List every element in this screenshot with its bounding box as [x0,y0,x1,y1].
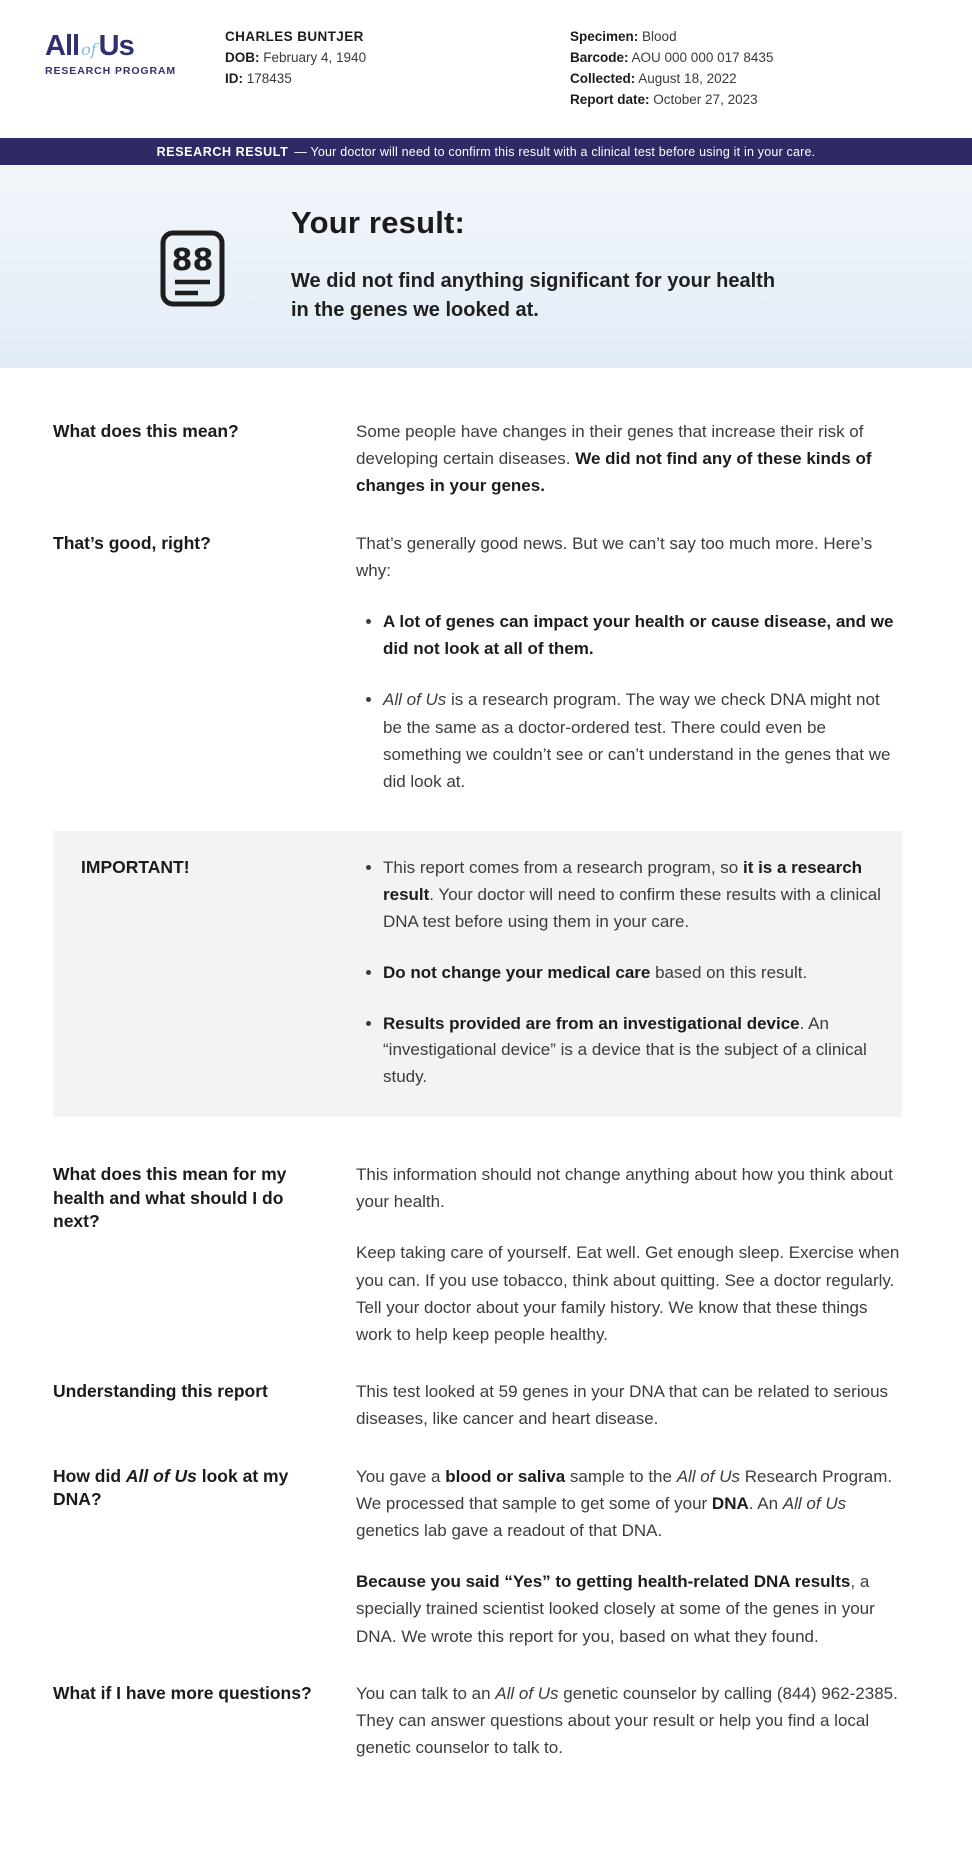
bullet-item: • Do not change your medical care based on this result. [383,960,888,987]
result-summary: We did not find anything significant for your health in the genes we looked at. [291,270,776,321]
question-label: What does this mean? [53,421,239,441]
report-body [0,368,972,1761]
dob-label: DOB: [225,50,260,65]
patient-info [225,26,570,89]
important-content [356,855,888,1091]
hero-text [291,205,856,368]
bullet-item: • All of Us is a research program. The way we check DNA might not be the same as a doctor-ordered test. There could even be something we couldn’t see or can’t understand in the genes that we did look at. [383,686,901,795]
research-result-banner [0,138,972,165]
answer [356,1378,901,1432]
barcode-value: AOU 000 000 017 8435 [631,50,774,65]
collected-value: August 18, 2022 [638,71,737,86]
patient-id-row [225,68,570,89]
barcode-row [570,47,773,68]
result-hero [0,165,972,368]
id-label: ID: [225,71,243,86]
collected-label: Collected: [570,71,636,86]
report-header [0,0,972,138]
report-date-row [570,89,773,110]
answer [356,1463,901,1650]
dna-report-icon [160,230,225,368]
banner-message: — Your doctor will need to confirm this result with a clinical test before using it in your care. [294,144,816,159]
question-label: What if I have more questions? [53,1682,312,1703]
bullet-list [356,608,901,795]
report-date-value: October 27, 2023 [653,92,758,107]
logo-of: of [81,40,97,59]
bullet-list [356,855,888,1091]
question-label: How did All of Us look at my DNA? [53,1465,289,1510]
id-value: 178435 [246,71,292,86]
dob-value: February 4, 1940 [263,50,367,65]
important-box [53,831,902,1117]
svg-text:88: 88 [171,243,214,278]
bullet-item: • This report comes from a research program, so it is a research result. Your doctor will need to confirm these results with a clinical DNA test before using them in your care. [383,855,888,936]
paragraph: Because you said “Yes” to getting health-related DNA results, a specially trained scientist looked closely at some of the genes in your DNA. We wrote this report for you, based on what they found. [356,1572,875,1646]
all-of-us-logo [45,26,225,77]
paragraph: Some people have changes in their genes that increase their risk of developing certain diseases. We did not find any of these kinds of changes in your genes. [356,422,872,496]
collected-row [570,68,773,89]
section-what-does-this-mean [53,418,921,500]
paragraph: This information should not change anything about how you think about your health. [356,1165,893,1212]
answer [356,530,901,796]
question-label: What does this mean for my health and what should I do next? [53,1164,287,1232]
result-title: Your result: [291,205,466,240]
specimen-value: Blood [642,29,677,44]
report-date-label: Report date: [570,92,650,107]
section-understanding-report [53,1378,921,1432]
answer [356,418,901,500]
section-more-questions [53,1680,921,1762]
bullet-item: • A lot of genes can impact your health or cause disease, and we did not look at all of them. [383,608,901,662]
banner-label: RESEARCH RESULT [156,144,289,159]
paragraph: You can talk to an All of Us genetic counselor by calling (844) 962-2385. They can answer questions about your result or help you find a local genetic counselor to talk to. [356,1683,898,1758]
patient-dob-row [225,47,570,68]
answer [356,1161,901,1348]
specimen-row [570,26,773,47]
bullet-item: • Results provided are from an investigational device. An “investigational device” is a device that is the subject of a clinical study. [383,1011,888,1092]
logo-all: All [45,30,80,62]
section-how-did-all-of-us-look [53,1463,921,1650]
section-health-what-next [53,1161,921,1348]
section-thats-good-right [53,530,921,796]
patient-name: CHARLES BUNTJER [225,29,364,44]
important-label: IMPORTANT! [81,857,190,878]
paragraph: That’s generally good news. But we can’t say too much more. Here’s why: [356,533,873,580]
barcode-label: Barcode: [570,50,629,65]
specimen-label: Specimen: [570,29,639,44]
specimen-info [570,26,773,110]
logo-us: Us [98,30,134,62]
paragraph: This test looked at 59 genes in your DNA that can be related to serious diseases, like cancer and heart disease. [356,1382,889,1429]
question-label: That’s good, right? [53,532,211,553]
question-label: Understanding this report [53,1381,268,1402]
logo-subtitle: RESEARCH PROGRAM [45,65,177,77]
logo-wordmark [45,32,225,61]
answer [356,1680,901,1762]
paragraph: You gave a blood or saliva sample to the All of Us Research Program. We processed that sample to get some of your DNA. An All of Us genetics lab gave a readout of that DNA. [356,1466,893,1540]
paragraph: Keep taking care of yourself. Eat well. Get enough sleep. Exercise when you can. If you use tobacco, think about quitting. See a doctor regularly. Tell your doctor about your family history. We know that these things work to help keep people healthy. [356,1243,900,1345]
